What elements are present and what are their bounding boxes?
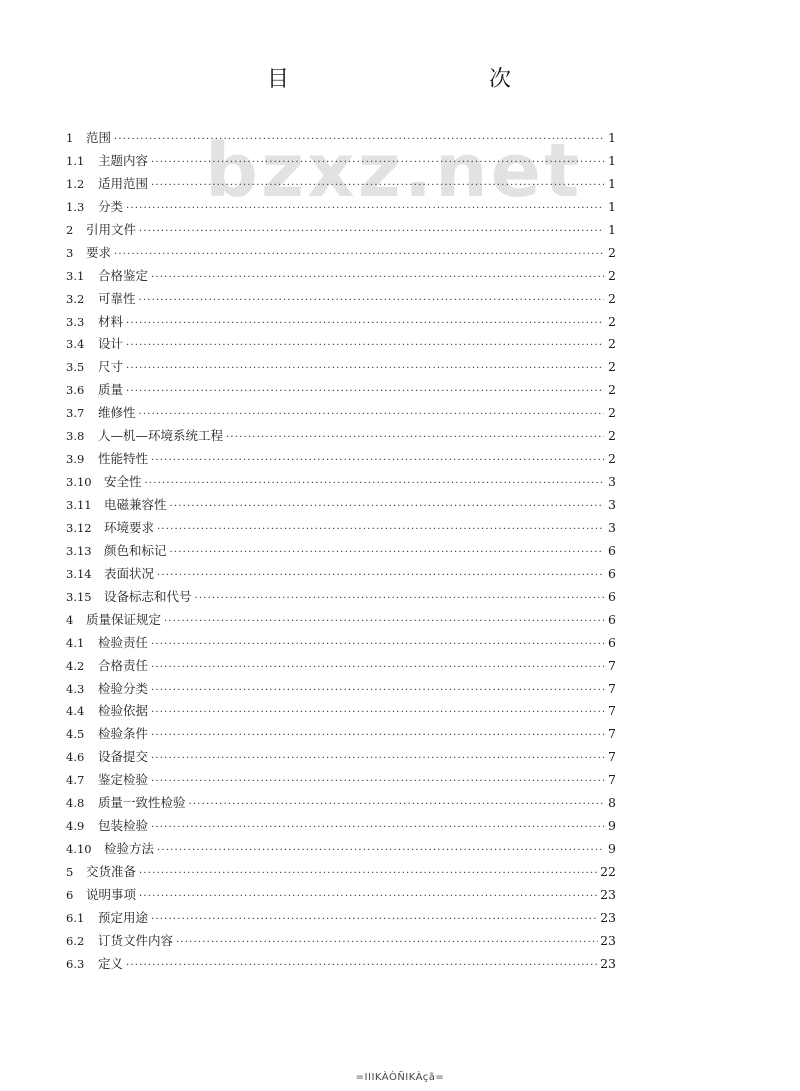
toc-dot-leader <box>139 290 604 313</box>
toc-entry-number: 3.9 <box>66 452 85 467</box>
toc-entry-page: 2 <box>608 405 616 421</box>
toc-entry-page: 1 <box>608 198 616 214</box>
toc-entry-page: 2 <box>608 244 616 260</box>
toc-entry-label: 尺寸 <box>98 359 124 375</box>
toc-dot-leader <box>139 221 604 244</box>
toc-entry[interactable] <box>66 678 616 701</box>
toc-dot-leader <box>145 473 604 496</box>
toc-dot-leader <box>226 427 604 450</box>
toc-entry-number: 1.3 <box>66 199 85 214</box>
toc-entry-page: 2 <box>608 336 616 352</box>
toc-entry-label: 鉴定检验 <box>98 772 149 788</box>
toc-entry[interactable] <box>66 907 616 930</box>
toc-entry[interactable] <box>66 792 616 815</box>
toc-entry-label: 检验责任 <box>98 634 149 650</box>
toc-entry-label: 设计 <box>98 336 124 352</box>
toc-entry-number: 3.1 <box>66 268 85 283</box>
toc-entry[interactable] <box>66 953 616 976</box>
toc-entry[interactable] <box>66 471 616 494</box>
page-footer: =ⅠⅠⅠKÀÒÑⅠKÀçã= <box>355 1072 445 1083</box>
toc-entry-page: 9 <box>608 818 616 834</box>
toc-entry-number: 2 <box>66 222 74 237</box>
toc-entry-label: 适用范围 <box>98 175 149 191</box>
toc-entry-page: 6 <box>608 634 616 650</box>
toc-entry-page: 3 <box>608 519 616 535</box>
toc-entry-number: 3.2 <box>66 291 85 306</box>
toc-entry-label: 维修性 <box>98 405 136 421</box>
toc-entry[interactable] <box>66 884 616 907</box>
toc-entry-number: 4.5 <box>66 727 85 742</box>
toc-entry-page: 2 <box>608 382 616 398</box>
toc-entry-label: 要求 <box>86 244 112 260</box>
toc-entry-number: 3.3 <box>66 314 85 329</box>
toc-entry-number: 6.2 <box>66 933 85 948</box>
toc-entry-page: 1 <box>608 130 616 145</box>
toc-entry-page: 3 <box>608 497 616 512</box>
toc-dot-leader <box>126 955 598 978</box>
toc-entry-label: 包装检验 <box>98 818 149 834</box>
toc-dot-leader <box>151 748 604 771</box>
toc-entry-label: 预定用途 <box>98 909 149 925</box>
toc-entry-label: 颜色和标记 <box>104 542 167 558</box>
toc-entry-page: 7 <box>608 749 616 765</box>
toc-entry[interactable] <box>66 586 616 609</box>
toc-entry[interactable] <box>66 425 616 448</box>
toc-entry-number: 6 <box>66 887 74 902</box>
toc-dot-leader <box>139 404 604 427</box>
toc-dot-leader <box>126 358 604 381</box>
toc-entry-page: 23 <box>600 932 616 948</box>
toc-entry[interactable] <box>66 402 616 425</box>
toc-entry-label: 订货文件内容 <box>98 932 174 948</box>
toc-entry-label: 设备标志和代号 <box>104 588 192 604</box>
toc-entry[interactable] <box>66 517 616 540</box>
toc-entry[interactable] <box>66 288 616 311</box>
toc-entry-page: 2 <box>608 290 616 306</box>
toc-entry-label: 质量一致性检验 <box>98 795 186 811</box>
toc-entry-number: 3 <box>66 245 74 260</box>
toc-dot-leader <box>151 634 604 657</box>
toc-dot-leader <box>151 817 604 840</box>
toc-entry-label: 主题内容 <box>98 152 149 168</box>
toc-entry[interactable] <box>66 265 616 288</box>
toc-entry-page: 7 <box>608 772 616 788</box>
toc-entry[interactable] <box>66 196 616 219</box>
toc-entry-page: 7 <box>608 726 616 742</box>
toc-entry-number: 4.9 <box>66 819 85 834</box>
toc-entry-number: 4.3 <box>66 681 85 696</box>
toc-entry-page: 7 <box>608 680 616 696</box>
toc-dot-leader <box>151 152 604 175</box>
toc-entry-page: 2 <box>608 359 616 375</box>
toc-dot-leader <box>139 886 598 909</box>
toc-entry-page: 6 <box>608 542 616 558</box>
toc-dot-leader <box>126 381 604 404</box>
toc-entry[interactable] <box>66 838 616 861</box>
toc-entry[interactable] <box>66 448 616 471</box>
toc-entry[interactable] <box>66 930 616 953</box>
toc-entry-number: 4.6 <box>66 750 85 765</box>
toc-dot-leader <box>151 175 604 198</box>
watermark: bzxz.net <box>205 128 583 214</box>
toc-entry[interactable] <box>66 379 616 402</box>
toc-entry-number: 3.12 <box>66 520 92 535</box>
toc-entry-label: 范围 <box>86 130 112 145</box>
toc-entry-label: 分类 <box>98 198 124 214</box>
toc-entry-number: 4.2 <box>66 658 85 673</box>
toc-entry-page: 1 <box>608 152 616 168</box>
page-title: 目 次 <box>266 67 563 92</box>
toc-dot-leader <box>151 450 604 473</box>
toc-entry[interactable] <box>66 494 616 517</box>
toc-entry[interactable] <box>66 242 616 265</box>
toc-entry-number: 3.10 <box>66 475 92 490</box>
toc-entry-label: 合格责任 <box>98 657 149 673</box>
toc-entry-label: 材料 <box>98 313 124 329</box>
toc-entry[interactable] <box>66 746 616 769</box>
toc-dot-leader <box>151 771 604 794</box>
toc-entry-label: 性能特性 <box>98 451 149 467</box>
toc-dot-leader <box>157 565 604 588</box>
toc-entry-label: 说明事项 <box>86 886 137 902</box>
toc-entry[interactable] <box>66 609 616 632</box>
toc-entry[interactable] <box>66 219 616 242</box>
toc-entry-page: 1 <box>608 221 616 237</box>
toc-entry-number: 3.14 <box>66 566 92 581</box>
toc-dot-leader <box>151 680 604 703</box>
toc-dot-leader <box>114 129 604 152</box>
toc-entry-page: 7 <box>608 657 616 673</box>
toc-entry[interactable] <box>66 563 616 586</box>
toc-entry-number: 4.8 <box>66 796 85 811</box>
toc-entry-page: 22 <box>600 864 616 879</box>
toc-entry-page: 6 <box>608 565 616 581</box>
toc-entry-label: 检验条件 <box>98 726 149 742</box>
toc-entry[interactable] <box>66 333 616 356</box>
toc-dot-leader <box>151 702 604 725</box>
table-of-contents <box>66 127 616 976</box>
toc-entry[interactable] <box>66 655 616 678</box>
toc-entry-number: 3.11 <box>66 498 92 512</box>
toc-entry-number: 4.1 <box>66 635 85 650</box>
toc-entry-number: 6.3 <box>66 956 85 971</box>
toc-entry[interactable] <box>66 173 616 196</box>
toc-entry-label: 引用文件 <box>86 221 137 237</box>
toc-entry[interactable] <box>66 861 616 884</box>
toc-dot-leader <box>164 611 604 634</box>
toc-entry[interactable] <box>66 127 616 150</box>
toc-dot-leader <box>195 588 604 611</box>
toc-dot-leader <box>126 313 604 336</box>
toc-entry-label: 检验方法 <box>104 841 155 857</box>
toc-entry-number: 3.4 <box>66 337 85 352</box>
toc-entry-label: 表面状况 <box>104 565 155 581</box>
toc-dot-leader <box>170 542 604 565</box>
toc-entry-number: 3.7 <box>66 406 85 421</box>
toc-entry-page: 7 <box>608 703 616 719</box>
toc-entry-number: 4.10 <box>66 842 92 857</box>
toc-dot-leader <box>189 794 604 817</box>
toc-entry-number: 3.5 <box>66 360 85 375</box>
toc-entry-label: 质量保证规定 <box>86 611 162 627</box>
toc-entry-number: 1.2 <box>66 176 85 191</box>
toc-entry-number: 3.6 <box>66 383 85 398</box>
toc-dot-leader <box>126 198 604 221</box>
toc-entry-number: 6.1 <box>66 910 85 925</box>
toc-entry[interactable] <box>66 150 616 173</box>
toc-entry-number: 5 <box>66 865 74 879</box>
toc-entry-page: 9 <box>608 841 616 857</box>
toc-entry-number: 3.13 <box>66 543 92 558</box>
toc-entry-page: 2 <box>608 267 616 283</box>
toc-entry-number: 4.4 <box>66 704 85 719</box>
toc-entry-label: 电磁兼容性 <box>104 497 167 512</box>
toc-entry-label: 交货准备 <box>86 864 137 879</box>
toc-entry-page: 2 <box>608 313 616 329</box>
toc-entry-number: 3.8 <box>66 429 85 444</box>
toc-dot-leader <box>114 244 604 267</box>
toc-entry-page: 6 <box>608 611 616 627</box>
toc-entry-number: 1 <box>66 131 74 145</box>
toc-entry-label: 人—机—环境系统工程 <box>98 428 224 444</box>
toc-entry-page: 23 <box>600 886 616 902</box>
toc-dot-leader <box>176 932 598 955</box>
toc-entry[interactable] <box>66 700 616 723</box>
toc-entry-label: 合格鉴定 <box>98 267 149 283</box>
toc-entry-number: 4.7 <box>66 773 85 788</box>
toc-entry[interactable] <box>66 311 616 334</box>
toc-dot-leader <box>139 863 598 886</box>
toc-entry-label: 安全性 <box>104 474 142 490</box>
toc-entry-label: 检验分类 <box>98 680 149 696</box>
toc-dot-leader <box>151 909 598 932</box>
toc-entry-page: 23 <box>600 955 616 971</box>
toc-entry-page: 8 <box>608 795 616 811</box>
toc-entry-label: 可靠性 <box>98 290 136 306</box>
toc-entry[interactable] <box>66 356 616 379</box>
toc-entry[interactable] <box>66 723 616 746</box>
toc-entry-label: 质量 <box>98 382 124 398</box>
toc-entry-page: 1 <box>608 175 616 191</box>
toc-entry-page: 23 <box>600 909 616 925</box>
toc-entry-number: 1.1 <box>66 153 85 168</box>
toc-entry-number: 4 <box>66 612 74 627</box>
toc-entry-label: 检验依据 <box>98 703 149 719</box>
toc-entry-page: 3 <box>608 474 616 490</box>
toc-dot-leader <box>151 267 604 290</box>
toc-entry-label: 定义 <box>98 955 124 971</box>
toc-entry-label: 环境要求 <box>104 519 155 535</box>
toc-entry-page: 2 <box>608 451 616 467</box>
toc-entry[interactable] <box>66 815 616 838</box>
toc-entry[interactable] <box>66 540 616 563</box>
toc-entry-page: 2 <box>608 428 616 444</box>
toc-entry-page: 6 <box>608 588 616 604</box>
toc-dot-leader <box>151 725 604 748</box>
toc-dot-leader <box>157 840 604 863</box>
toc-entry-label: 设备提交 <box>98 749 149 765</box>
toc-entry[interactable] <box>66 632 616 655</box>
toc-dot-leader <box>126 335 604 358</box>
toc-dot-leader <box>170 496 604 519</box>
toc-dot-leader <box>157 519 604 542</box>
toc-dot-leader <box>151 657 604 680</box>
toc-entry[interactable] <box>66 769 616 792</box>
toc-entry-number: 3.15 <box>66 589 92 604</box>
